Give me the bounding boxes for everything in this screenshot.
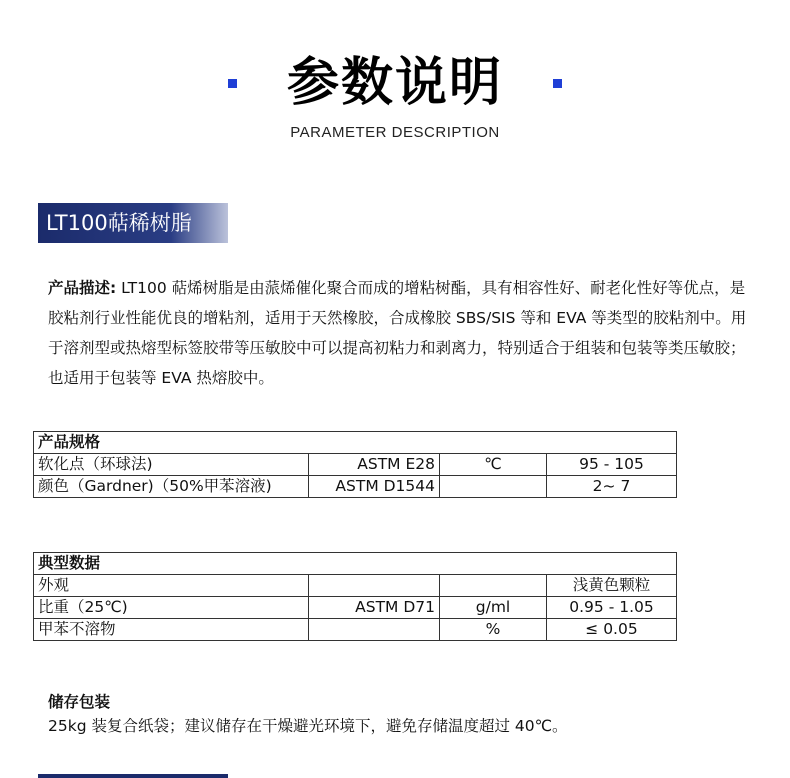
typical-table-heading: 典型数据	[34, 553, 677, 575]
table-cell-property: 外观	[34, 575, 309, 597]
table-cell-value: 浅黄色颗粒	[547, 575, 677, 597]
bottom-decoration-bar	[38, 774, 228, 778]
table-cell-property: 软化点（环球法)	[34, 454, 309, 476]
table-cell-method: ASTM D71	[309, 597, 440, 619]
table-cell-unit	[440, 476, 547, 498]
page-title: 参数说明	[286, 53, 503, 113]
table-row	[34, 476, 677, 498]
table-cell-property: 比重（25℃)	[34, 597, 309, 619]
page-header	[0, 50, 790, 141]
spec-table-heading-row	[34, 432, 677, 454]
table-cell-unit: g/ml	[440, 597, 547, 619]
table-cell-method	[309, 619, 440, 641]
table-row	[34, 575, 677, 597]
description-label: 产品描述:	[48, 279, 117, 297]
table-row	[34, 619, 677, 641]
product-name-banner: LT100萜稀树脂	[38, 203, 228, 243]
spec-table-heading: 产品规格	[34, 432, 677, 454]
storage-title: 储存包装	[48, 693, 111, 711]
table-cell-value: 95 - 105	[547, 454, 677, 476]
table-row	[34, 454, 677, 476]
spec-table	[33, 431, 677, 498]
typical-data-table	[33, 552, 677, 641]
table-cell-unit	[440, 575, 547, 597]
page-subtitle: PARAMETER DESCRIPTION	[290, 124, 500, 141]
table-cell-method: ASTM D1544	[309, 476, 440, 498]
description-text: LT100 萜烯树脂是由蒎烯催化聚合而成的增粘树酯，具有相容性好、耐老化性好等优点，是胶粘剂行业性能优良的增粘剂，适用于天然橡胶，合成橡胶 SBS/SIS 等和 EVA 等类型的胶粘剂中。用于溶剂型或热熔型标签胶带等压敏胶中可以提高初粘力和剥离力，特别适合于组装和包装等类压敏胶；也适用于包装等 EVA 热熔胶中。	[48, 279, 747, 387]
typical-table-heading-row	[34, 553, 677, 575]
left-square-decoration	[228, 79, 237, 88]
table-cell-value: 0.95 - 1.05	[547, 597, 677, 619]
table-cell-value: ≤ 0.05	[547, 619, 677, 641]
title-row	[0, 50, 790, 116]
table-cell-property: 甲苯不溶物	[34, 619, 309, 641]
table-cell-method: ASTM E28	[309, 454, 440, 476]
product-description	[48, 273, 753, 393]
right-square-decoration	[553, 79, 562, 88]
table-cell-unit: ℃	[440, 454, 547, 476]
table-row	[34, 597, 677, 619]
table-cell-unit: %	[440, 619, 547, 641]
table-cell-method	[309, 575, 440, 597]
storage-text: 25kg 装复合纸袋；建议储存在干燥避光环境下，避免存储温度超过 40℃。	[48, 717, 568, 735]
table-cell-property: 颜色（Gardner)（50%甲苯溶液)	[34, 476, 309, 498]
table-cell-value: 2~ 7	[547, 476, 677, 498]
